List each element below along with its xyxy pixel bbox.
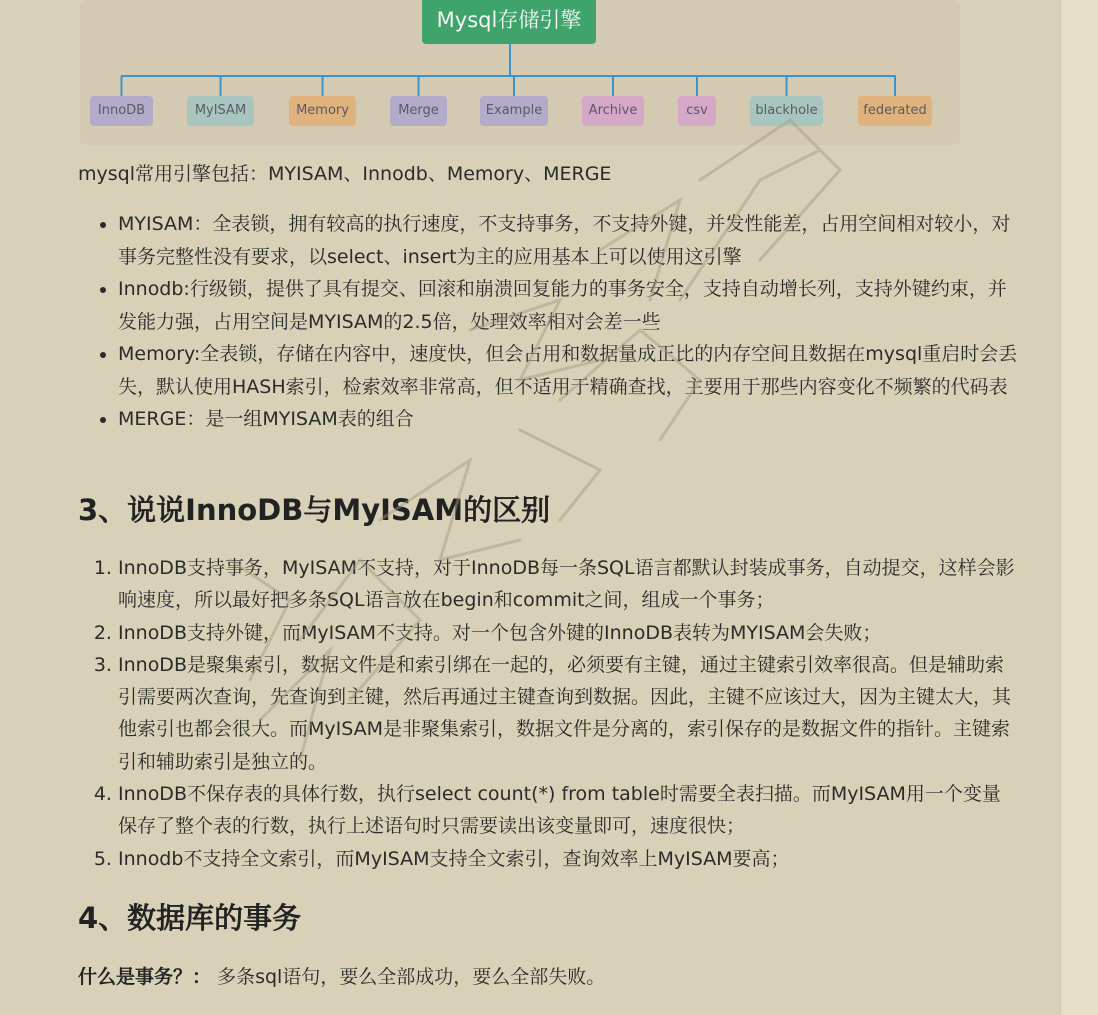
transaction-answer: 多条sql语句，要么全部成功，要么全部失败。: [217, 966, 606, 988]
engine-item-merge: • MERGE：是一组MYISAM表的组合: [118, 403, 1018, 436]
section-heading-innodb-vs-myisam: 3、说说InnoDB与MyISAM的区别: [78, 493, 551, 527]
connector-drops: [122, 76, 896, 96]
engines-intro: mysql常用引擎包括：MYISAM、Innodb、Memory、MERGE: [78, 163, 612, 185]
engine-node-blackhole: blackhole: [750, 96, 823, 126]
transaction-question: 什么是事务？：: [78, 966, 212, 988]
engine-node-example: Example: [480, 96, 548, 126]
section-heading-transactions: 4、数据库的事务: [78, 901, 302, 935]
engine-list: [78, 208, 1018, 436]
engine-item-memory: • Memory:全表锁，存储在内容中，速度快，但会占用和数据量成正比的内存空间且数据在mysql重启时会丢失，默认使用HASH索引，检索效率非常高，但不适用于精确查找，主要用于那些内容变化不频繁的代码表: [118, 338, 1018, 403]
storage-engine-diagram: [80, 0, 960, 145]
engine-node-innodb: InnoDB: [90, 96, 153, 126]
engine-node-csv: csv: [678, 96, 716, 126]
diagram-root-node: Mysql存储引擎: [422, 0, 596, 44]
difference-item: 1. InnoDB支持事务，MyISAM不支持，对于InnoDB每一条SQL语言都默认封装成事务，自动提交，这样会影响速度，所以最好把多条SQL语言放在begin和commit之间，组成一个事务；: [118, 552, 1018, 617]
engine-node-merge: Merge: [390, 96, 447, 126]
difference-item: 4. InnoDB不保存表的具体行数，执行select count(*) from table时需要全表扫描。而MyISAM用一个变量保存了整个表的行数，执行上述语句时只需要读出该变量即可，速度很快；: [118, 778, 1018, 843]
page-margin: [1060, 0, 1098, 1015]
engine-item-myisam: • MYISAM：全表锁，拥有较高的执行速度，不支持事务，不支持外键，并发性能差，占用空间相对较小，对事务完整性没有要求，以select、insert为主的应用基本上可以使用这引擎: [118, 208, 1018, 273]
transaction-definition: [78, 962, 605, 992]
difference-item: 3. InnoDB是聚集索引，数据文件是和索引绑在一起的，必须要有主键，通过主键索引效率很高。但是辅助索引需要两次查询，先查询到主键，然后再通过主键查询到数据。因此，主键不应该过大，因为主键太大，其他索引也都会很大。而MyISAM是非聚集索引，数据文件是分离的，索引保存的是数据文件的指针。主键索引和辅助索引是独立的。: [118, 649, 1018, 778]
engine-node-federated: federated: [858, 96, 932, 126]
engine-node-memory: Memory: [289, 96, 356, 126]
engine-node-myisam: MyISAM: [187, 96, 254, 126]
difference-item: 5. Innodb不支持全文索引，而MyISAM支持全文索引，查询效率上MyISAM要高；: [118, 843, 1018, 875]
difference-item: 2. InnoDB支持外键，而MyISAM不支持。对一个包含外键的InnoDB表转为MYISAM会失败；: [118, 617, 1018, 649]
difference-list: [78, 552, 1018, 875]
engine-node-archive: Archive: [582, 96, 644, 126]
engine-item-innodb: • Innodb:行级锁，提供了具有提交、回滚和崩溃回复能力的事务安全，支持自动增长列，支持外键约束，并发能力强，占用空间是MYISAM的2.5倍，处理效率相对会差一些: [118, 273, 1018, 338]
